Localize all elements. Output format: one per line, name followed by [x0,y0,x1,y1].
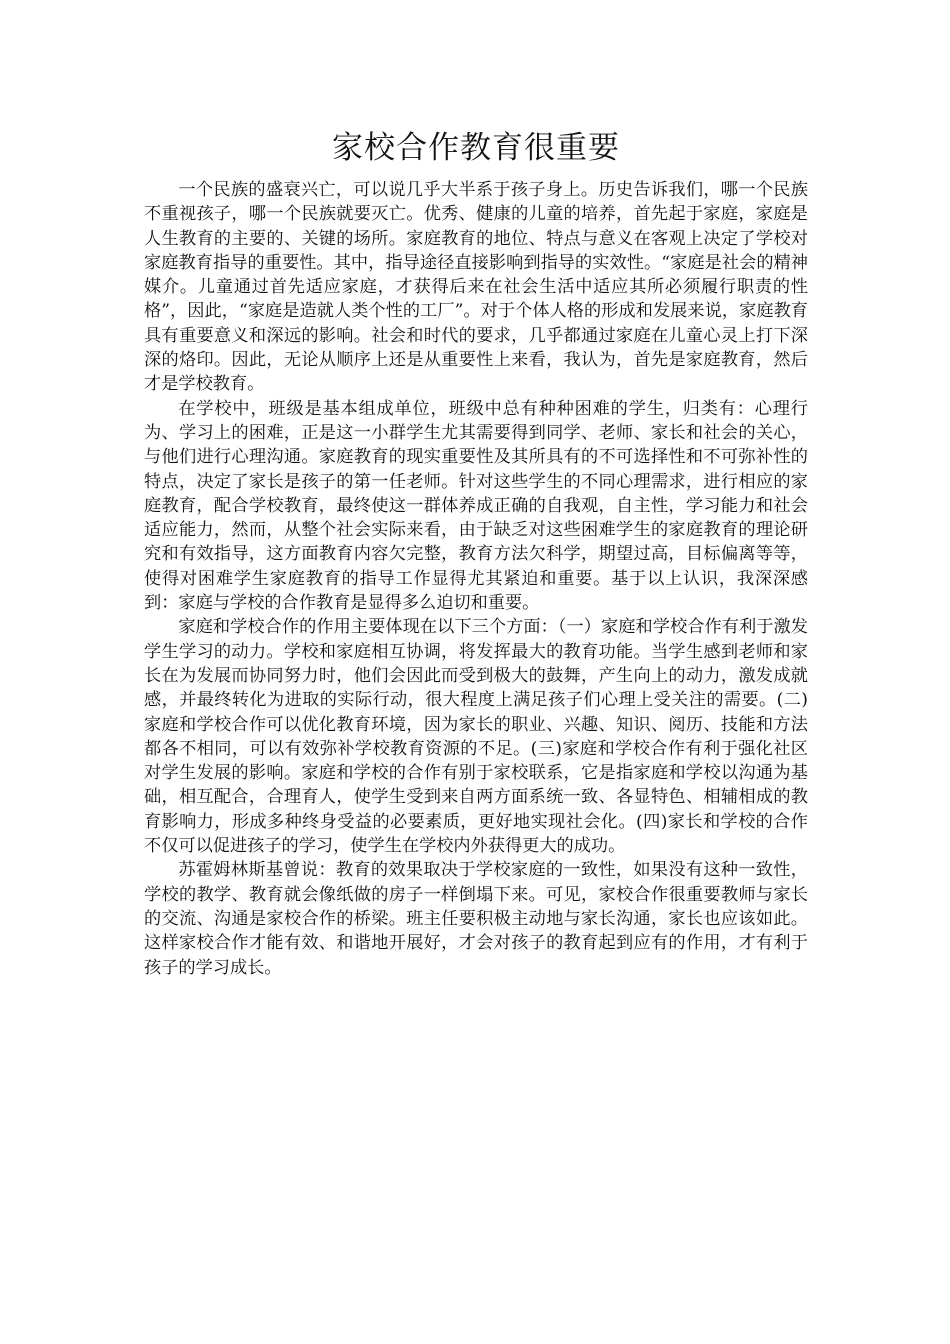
paragraph-3: 家庭和学校合作的作用主要体现在以下三个方面：（一）家庭和学校合作有利于激发学生学习的动力。学校和家庭相互协调，将发挥最大的教育功能。当学生感到老师和家长在为发展而协同努力时，他们会因此而受到极大的鼓舞，产生向上的动力，激发成就感，并最终转化为进取的实际行动，很大程度上满足孩子们心理上受关注的需要。(二)家庭和学校合作可以优化教育环境，因为家长的职业、兴趣、知识、阅历、技能和方法都各不相同，可以有效弥补学校教育资源的不足。(三)家庭和学校合作有利于强化社区对学生发展的影响。家庭和学校的合作有别于家校联系，它是指家庭和学校以沟通为基础，相互配合，合理育人，使学生受到来自两方面系统一致、各显特色、相辅相成的教育影响力，形成多种终身受益的必要素质，更好地实现社会化。(四)家长和学校的合作不仅可以促进孩子的学习，使学生在学校内外获得更大的成功。 [144,617,808,857]
document-title: 家校合作教育很重要 [332,130,620,166]
paragraph-1: 一个民族的盛衰兴亡，可以说几乎大半系于孩子身上。历史告诉我们，哪一个民族不重视孩子，哪一个民族就要灭亡。优秀、健康的儿童的培养，首先起于家庭，家庭是人生教育的主要的、关键的场所。家庭教育的地位、特点与意义在客观上决定了学校对家庭教育指导的重要性。其中，指导途径直接影响到指导的实效性。“家庭是社会的精神媒介。儿童通过首先适应家庭，才获得后来在社会生活中适应其所必须履行职责的性格”，因此，“家庭是造就人类个性的工厂”。对于个体人格的形成和发展来说，家庭教育具有重要意义和深远的影响。社会和时代的要求，几乎都通过家庭在儿童心灵上打下深深的烙印。因此，无论从顺序上还是从重要性上来看，我认为，首先是家庭教育，然后才是学校教育。 [144,180,808,395]
document-page [144,126,808,980]
paragraph-2: 在学校中，班级是基本组成单位，班级中总有种种困难的学生，归类有：心理行为、学习上的困难，正是这一小群学生尤其需要得到同学、老师、家长和社会的关心，与他们进行心理沟通。家庭教育的现实重要性及其所具有的不可选择性和不可弥补性的特点，决定了家长是孩子的第一任老师。针对这些学生的不同心理需求，进行相应的家庭教育，配合学校教育，最终使这一群体养成正确的自我观，自主性，学习能力和社会适应能力，然而，从整个社会实际来看，由于缺乏对这些困难学生的家庭教育的理论研究和有效指导，这方面教育内容欠完整，教育方法欠科学，期望过高，目标偏离等等，使得对困难学生家庭教育的指导工作显得尤其紧迫和重要。基于以上认识，我深深感到：家庭与学校的合作教育是显得多么迫切和重要。 [144,398,808,614]
paragraph-4: 苏霍姆林斯基曾说：教育的效果取决于学校家庭的一致性，如果没有这种一致性，学校的教学、教育就会像纸做的房子一样倒塌下来。可见，家校合作很重要教师与家长的交流、沟通是家校合作的桥梁。班主任要积极主动地与家长沟通，家长也应该如此。这样家校合作才能有效、和谐地开展好，才会对孩子的教育起到应有的作用，才有利于孩子的学习成长。 [144,860,808,978]
